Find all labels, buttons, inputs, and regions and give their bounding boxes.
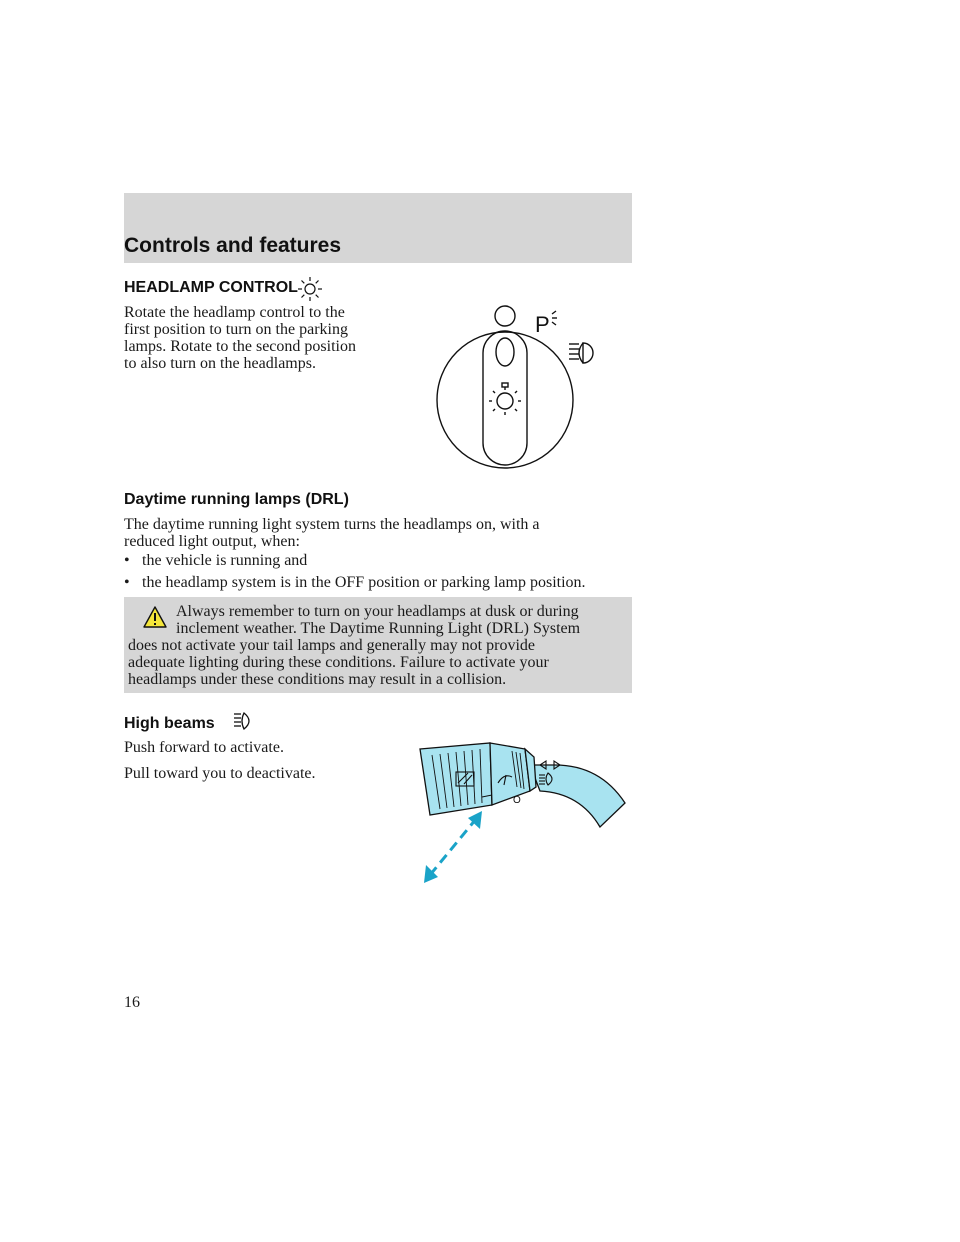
push-pull-arrow-line [430, 819, 476, 875]
warning-line-1: Always remember to turn on your headlamps at dusk or during [176, 603, 579, 620]
warning-line-5: headlamps under these conditions may result in a collision. [128, 671, 507, 688]
headlamp-line-2: first position to turn on the parking [124, 321, 348, 338]
highbeams-line-1: Push forward to activate. [124, 739, 284, 756]
page-number: 16 [124, 994, 140, 1011]
warning-text [128, 603, 620, 688]
control-knob [483, 331, 527, 465]
control-dial [437, 332, 573, 468]
off-position-circle [495, 306, 515, 326]
warning-line-4: adequate lighting during these conditions. Failure to activate your [128, 654, 549, 671]
drl-heading: Daytime running lamps (DRL) [124, 491, 349, 508]
headlamp-line-4: to also turn on the headlamps. [124, 355, 316, 372]
drl-bullet-1 [124, 552, 307, 569]
arrow-head-push [468, 811, 482, 829]
headlamp-sun-icon [296, 276, 324, 302]
stalk-collar [490, 743, 530, 805]
bullet-symbol: • [124, 574, 130, 591]
headlamp-heading: HEADLAMP CONTROL [124, 279, 298, 296]
parking-position-label: P [535, 312, 550, 337]
highbeams-line-2: Pull toward you to deactivate. [124, 765, 316, 782]
drl-bullet-text: the vehicle is running and [142, 552, 308, 569]
drl-intro-line-2: reduced light output, when: [124, 533, 300, 550]
warning-line-2: inclement weather. The Daytime Running Light (DRL) System [176, 620, 581, 637]
drl-intro-line-1: The daytime running light system turns the headlamps on, with a [124, 516, 540, 533]
highbeams-heading: High beams [124, 715, 215, 732]
headlamp-line-1: Rotate the headlamp control to the [124, 304, 345, 321]
knob-indicator-oval [496, 338, 514, 366]
headlamp-control-figure [425, 298, 605, 470]
parking-lamp-rays-icon [552, 311, 557, 325]
drl-bullet-text: the headlamp system is in the OFF position or parking lamp position. [142, 574, 586, 591]
warning-box [124, 597, 632, 693]
stalk-off-label: O [513, 795, 521, 806]
section-title: Controls and features [124, 234, 342, 257]
high-beam-icon [233, 710, 255, 732]
multifunction-stalk-figure [410, 735, 635, 890]
bullet-symbol: • [124, 552, 130, 569]
headlamp-position-icon [569, 343, 593, 363]
warning-line-3: does not activate your tail lamps and generally may not provide [128, 637, 535, 654]
stalk-arm [530, 765, 625, 827]
drl-bullet-2 [124, 574, 586, 591]
headlamp-line-3: lamps. Rotate to the second position [124, 338, 356, 355]
knob-headlamp-icon [489, 383, 521, 415]
